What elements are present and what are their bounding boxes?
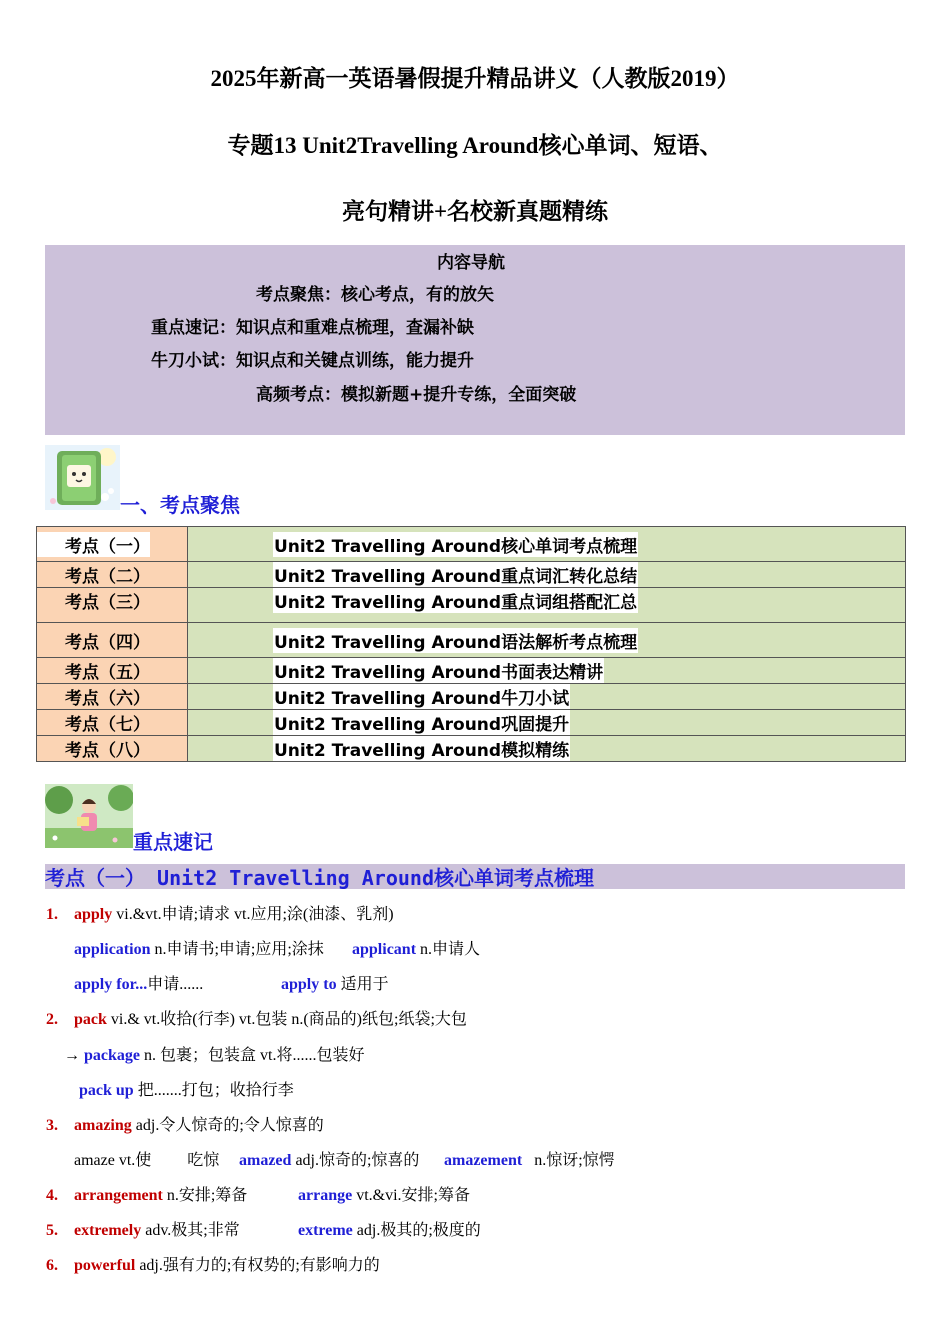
definition: 把.......打包；收拾行李 <box>133 1082 294 1099</box>
content-navigation-box <box>45 245 905 435</box>
definition: adj.极其的;极度的 <box>352 1222 481 1239</box>
definition: 适用于 <box>336 976 389 993</box>
definition: n.安排;筹备 <box>162 1187 248 1204</box>
item-number: 1. <box>46 906 58 923</box>
phrase: pack up <box>79 1082 134 1099</box>
headword: apply <box>74 906 113 923</box>
table-row <box>37 658 906 684</box>
definition: vi.&vt.申请;请求 vt.应用;涂(油漆、乳剂) <box>112 906 394 923</box>
nav-item-focus: 考点聚焦：核心考点，有的放矢 <box>256 285 494 305</box>
book-character-illustration <box>45 445 120 510</box>
table-row <box>37 588 906 623</box>
headword: arrangement <box>74 1187 163 1204</box>
definition: adj.令人惊奇的;令人惊喜的 <box>131 1117 324 1134</box>
reading-child-illustration <box>45 784 133 848</box>
derived-word: extreme <box>298 1222 353 1239</box>
nav-item-frequent: 高频考点：模拟新题+提升专练，全面突破 <box>256 385 577 405</box>
headword: pack <box>74 1011 107 1028</box>
derived-word: application <box>74 941 151 958</box>
nav-item-practice: 牛刀小试：知识点和关键点训练，能力提升 <box>151 351 474 371</box>
point-topic-cell: Unit2 Travelling Around书面表达精讲 <box>188 658 906 684</box>
table-row <box>37 710 906 736</box>
definition: vt.&vi.安排;筹备 <box>352 1187 470 1204</box>
derived-word: amazed <box>239 1152 292 1169</box>
headword: amazing <box>74 1117 132 1134</box>
table-row <box>37 736 906 762</box>
point-topic-cell: Unit2 Travelling Around核心单词考点梳理 <box>188 527 906 562</box>
point-label-cell: 考点（七） <box>37 710 188 736</box>
point-label-cell: 考点（四） <box>37 623 188 658</box>
topic-title-line2: 亮句精讲+名校新真题精练 <box>341 199 609 224</box>
definition: adj.强有力的;有权势的;有影响力的 <box>135 1257 380 1274</box>
table-row <box>37 684 906 710</box>
point-label-cell: 考点（一） <box>37 527 188 562</box>
point-label-cell: 考点（八） <box>37 736 188 762</box>
point-topic-cell: Unit2 Travelling Around语法解析考点梳理 <box>188 623 906 658</box>
point-topic-cell: Unit2 Travelling Around模拟精练 <box>188 736 906 762</box>
point-topic-cell: Unit2 Travelling Around重点词组搭配汇总 <box>188 588 906 623</box>
definition: vi.& vt.收拾(行李) vt.包装 n.(商品的)纸包;纸袋;大包 <box>106 1011 467 1028</box>
item-number: 4. <box>46 1187 58 1204</box>
nav-item-notes: 重点速记：知识点和重难点梳理，查漏补缺 <box>151 318 474 338</box>
point-topic-cell: Unit2 Travelling Around牛刀小试 <box>188 684 906 710</box>
phrase: apply for... <box>74 976 148 993</box>
table-row <box>37 562 906 588</box>
item-number: 2. <box>46 1011 58 1028</box>
point-label-cell: 考点（六） <box>37 684 188 710</box>
derived-word: package <box>84 1047 140 1064</box>
point-one-banner <box>45 864 905 889</box>
nav-title: 内容导航 <box>437 253 505 273</box>
derived-word: applicant <box>352 941 417 958</box>
document-title: 2025年新高一英语暑假提升精品讲义（人教版2019） <box>210 66 740 91</box>
derived-word: amazement <box>444 1152 523 1169</box>
definition: 申请...... <box>147 976 204 993</box>
definition: n. 包裹；包装盒 vt.将......包装好 <box>140 1047 365 1064</box>
table-row <box>37 623 906 658</box>
point-topic-cell: Unit2 Travelling Around巩固提升 <box>188 710 906 736</box>
derived-word: arrange <box>298 1187 353 1204</box>
phrase: apply to <box>281 976 337 993</box>
headword: extremely <box>74 1222 142 1239</box>
definition: adv.极其;非常 <box>141 1222 240 1239</box>
definition: amaze vt.使 吃惊 <box>74 1152 220 1169</box>
topic-title-line1: 专题13 Unit2Travelling Around核心单词、短语、 <box>227 133 723 158</box>
point-label-cell: 考点（三） <box>37 588 188 623</box>
point-label-cell: 考点（二） <box>37 562 188 588</box>
item-number: 5. <box>46 1222 58 1239</box>
banner-title: 考点（一） Unit2 Travelling Around核心单词考点梳理 <box>45 866 594 890</box>
point-topic-cell: Unit2 Travelling Around重点词汇转化总结 <box>188 562 906 588</box>
point-label-cell: 考点（五） <box>37 658 188 684</box>
item-number: 3. <box>46 1117 58 1134</box>
section-notes-heading: 重点速记 <box>133 830 213 854</box>
section-focus-heading: 一、考点聚焦 <box>120 493 240 517</box>
definition: n.申请人 <box>416 941 481 958</box>
definition: n.申请书;申请;应用;涂抹 <box>150 941 324 958</box>
item-number: 6. <box>46 1257 58 1274</box>
table-row <box>37 527 906 562</box>
headword: powerful <box>74 1257 136 1274</box>
arrow-icon: → <box>64 1047 84 1064</box>
definition: adj.惊奇的;惊喜的 <box>291 1152 420 1169</box>
definition: n.惊讶;惊愕 <box>522 1152 615 1169</box>
key-points-table <box>36 526 906 762</box>
